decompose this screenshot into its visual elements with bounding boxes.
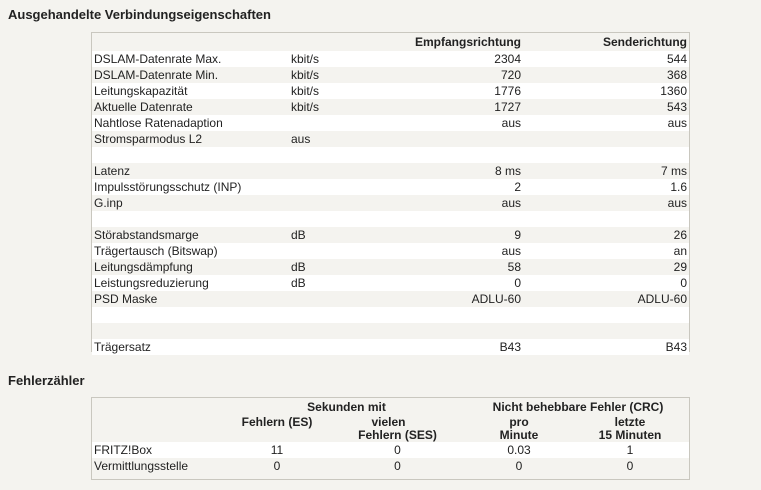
cell-crc-15: 0 <box>626 459 634 473</box>
cell-tx <box>523 211 689 227</box>
cell-unit <box>289 291 399 307</box>
header-empty <box>92 416 226 429</box>
cell-tx: 26 <box>673 228 687 242</box>
cell-rx: 2 <box>399 179 523 195</box>
cell-label: Trägertausch (Bitswap) <box>92 243 289 259</box>
header-empty-unit <box>289 33 399 51</box>
cell-rx: aus <box>501 196 521 210</box>
cell-tx: 368 <box>666 68 687 82</box>
cell-label: Leitungskapazität <box>92 83 289 99</box>
cell-unit: aus <box>291 132 311 146</box>
cell-tx: 544 <box>523 51 689 67</box>
cell-unit <box>289 163 399 179</box>
cell-unit <box>289 115 399 131</box>
cell-tx <box>523 131 689 147</box>
error-header-group-row <box>92 398 689 416</box>
cell-rx: 0 <box>399 275 523 291</box>
cell-rx <box>399 147 523 163</box>
cell-tx: aus <box>523 115 689 131</box>
cell-ses: 0 <box>394 459 401 473</box>
cell-label <box>92 147 289 163</box>
table-row <box>92 339 689 355</box>
header-crc-min-line1: pro <box>509 416 529 429</box>
cell-label: Störabstandsmarge <box>94 228 199 242</box>
error-header-row-1 <box>92 416 689 429</box>
cell-rx: aus <box>399 243 523 259</box>
cell-crc-min: 0.03 <box>467 442 571 458</box>
table-row <box>92 179 689 195</box>
header-empty <box>92 33 289 51</box>
cell-rx: 9 <box>514 228 521 242</box>
cell-rx: 2304 <box>399 51 523 67</box>
table-row <box>92 163 689 179</box>
cell-label: DSLAM-Datenrate Min. <box>94 68 219 82</box>
section-title-error-counter: Fehlerzähler <box>8 373 85 388</box>
table-header-row <box>92 33 689 51</box>
cell-label: FRITZ!Box <box>92 442 226 458</box>
error-header-row-2 <box>92 429 689 442</box>
cell-rx <box>399 323 523 339</box>
cell-tx: 0 <box>523 275 689 291</box>
table-row <box>92 307 689 323</box>
cell-label: Trägersatz <box>92 339 289 355</box>
table-row <box>92 291 689 307</box>
header-ses-line2: Fehlern (SES) <box>358 429 437 442</box>
header-empty <box>226 429 328 442</box>
cell-rx: aus <box>399 115 523 131</box>
table-row <box>92 442 689 458</box>
cell-unit <box>289 211 399 227</box>
cell-tx: B43 <box>523 339 689 355</box>
table-row <box>92 67 689 83</box>
cell-unit <box>289 307 399 323</box>
table-row <box>92 115 689 131</box>
cell-tx: aus <box>667 196 687 210</box>
cell-unit: dB <box>291 228 306 242</box>
cell-ses: 0 <box>328 442 467 458</box>
cell-label: Stromsparmodus L2 <box>94 132 203 146</box>
cell-unit: dB <box>291 260 306 274</box>
cell-unit: kbit/s <box>291 68 320 82</box>
cell-label: Latenz <box>94 164 131 178</box>
cell-tx: 1360 <box>523 83 689 99</box>
cell-tx: 1.6 <box>523 179 689 195</box>
header-crc-min-line2: Minute <box>499 429 539 442</box>
cell-label: Leitungsdämpfung <box>94 260 193 274</box>
table-row <box>92 227 689 243</box>
cell-rx: 8 ms <box>494 164 521 178</box>
header-tx: Senderichtung <box>602 35 687 49</box>
cell-tx: 29 <box>673 260 687 274</box>
cell-es: 11 <box>226 442 328 458</box>
cell-tx: 543 <box>666 100 687 114</box>
cell-unit <box>289 195 399 211</box>
cell-tx: ADLU-60 <box>637 292 687 306</box>
cell-rx <box>399 307 523 323</box>
table-row <box>92 458 689 474</box>
cell-rx <box>399 131 523 147</box>
header-crc-15-line2: 15 Minuten <box>598 429 662 442</box>
cell-label <box>92 211 289 227</box>
cell-label: PSD Maske <box>94 292 158 306</box>
cell-unit: dB <box>289 275 399 291</box>
cell-rx: B43 <box>399 339 523 355</box>
cell-unit: kbit/s <box>291 100 320 114</box>
cell-unit <box>289 339 399 355</box>
cell-tx: 7 ms <box>660 164 687 178</box>
header-es: Fehlern (ES) <box>241 416 313 429</box>
section-title-connection: Ausgehandelte Verbindungseigenschaften <box>8 7 271 22</box>
table-row <box>92 147 689 163</box>
cell-tx: an <box>523 243 689 259</box>
cell-label <box>92 307 289 323</box>
cell-unit <box>289 243 399 259</box>
header-empty <box>92 429 226 442</box>
cell-crc-min: 0 <box>515 459 523 473</box>
cell-unit: kbit/s <box>289 83 399 99</box>
header-empty <box>92 398 226 416</box>
header-seconds-with: Sekunden mit <box>307 400 386 414</box>
cell-label: Leistungsreduzierung <box>92 275 289 291</box>
table-row <box>92 259 689 275</box>
cell-unit <box>289 323 399 339</box>
cell-tx <box>523 323 689 339</box>
cell-label: Vermittlungsstelle <box>94 459 189 473</box>
error-counter-panel <box>91 397 690 480</box>
header-ses-line1: vielen <box>371 416 406 429</box>
table-row <box>92 275 689 291</box>
cell-rx: 58 <box>507 260 521 274</box>
table-row <box>92 131 689 147</box>
cell-rx: 720 <box>500 68 521 82</box>
cell-label: Impulsstörungsschutz (INP) <box>92 179 289 195</box>
header-crc-15-line1: letzte <box>614 416 646 429</box>
connection-properties-panel <box>91 32 690 352</box>
cell-tx <box>523 307 689 323</box>
cell-crc-15: 1 <box>571 442 689 458</box>
cell-unit <box>289 147 399 163</box>
cell-rx: 1727 <box>494 100 521 114</box>
cell-label: G.inp <box>94 196 123 210</box>
error-counter-table <box>92 398 689 474</box>
cell-rx: ADLU-60 <box>471 292 521 306</box>
cell-tx <box>523 147 689 163</box>
cell-label: Nahtlose Ratenadaption <box>92 115 289 131</box>
cell-rx: 1776 <box>399 83 523 99</box>
table-row <box>92 51 689 67</box>
cell-label <box>92 323 289 339</box>
header-rx: Empfangsrichtung <box>414 35 521 49</box>
cell-unit: kbit/s <box>289 51 399 67</box>
connection-properties-table <box>92 33 689 355</box>
cell-label: Aktuelle Datenrate <box>94 100 193 114</box>
header-crc: Nicht behebbare Fehler (CRC) <box>492 400 664 414</box>
cell-es: 0 <box>273 459 281 473</box>
table-row <box>92 99 689 115</box>
cell-rx <box>399 211 523 227</box>
cell-unit <box>289 179 399 195</box>
table-row <box>92 243 689 259</box>
table-row <box>92 195 689 211</box>
cell-label: DSLAM-Datenrate Max. <box>92 51 289 67</box>
table-row <box>92 323 689 339</box>
table-row <box>92 83 689 99</box>
table-row <box>92 211 689 227</box>
